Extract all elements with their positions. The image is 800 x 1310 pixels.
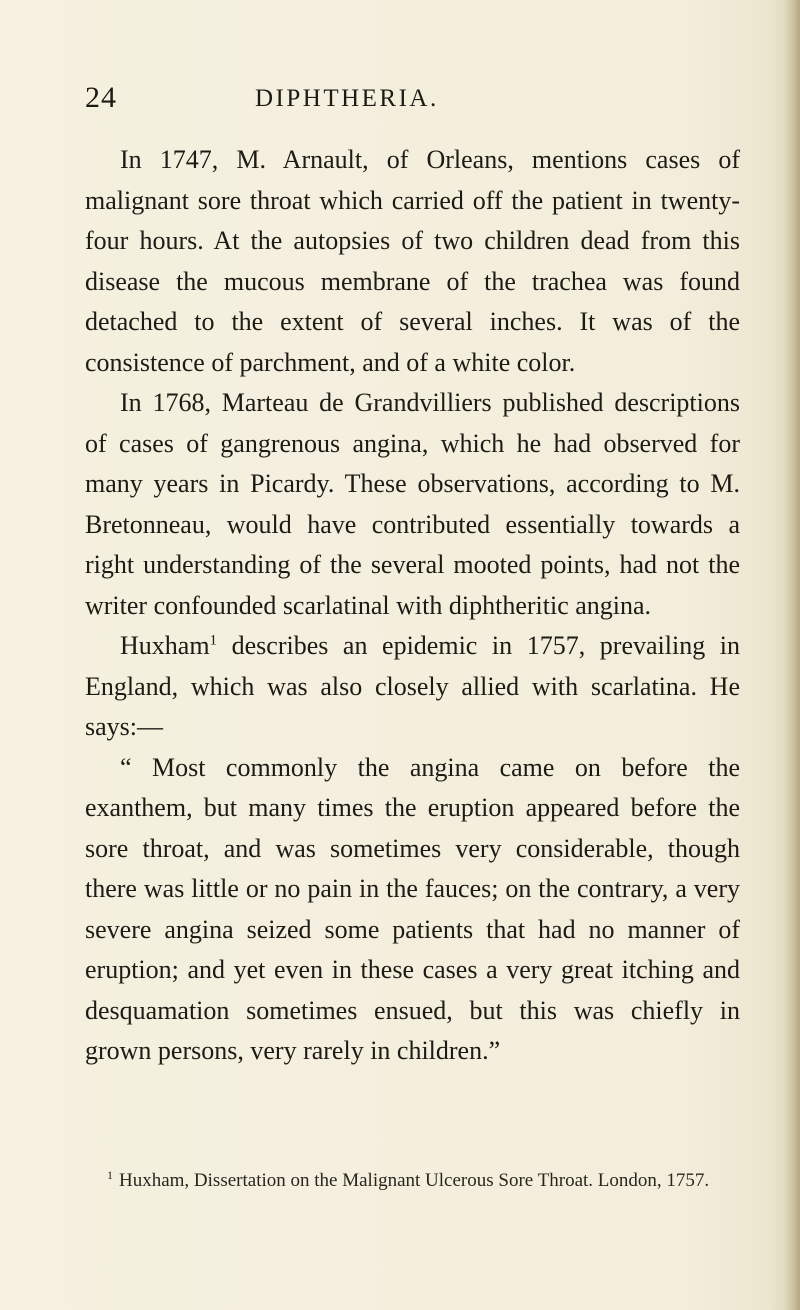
- quotation-text: “ Most commonly the angina came on before the exanthem, but many times the eruption appeared before the sore throat, and was sometimes very considerable, though there was little or no pain in the fauces; on the contrary, a very severe angina seized some patients that had no manner of eruption; and yet even in these cases a very great itching and desquamation sometimes ensued, but this was chiefly in grown persons, very rarely in children.”: [85, 752, 740, 1065]
- body-text: [85, 140, 740, 1072]
- footnote: [85, 1166, 740, 1195]
- author-name: Huxham: [120, 631, 210, 660]
- page-edge-shadow: [784, 0, 800, 1310]
- paragraph-marteau: [85, 383, 740, 626]
- paragraph-text: describes an epidemic in 1757, prevailing in England, which was also closely allied with scarlatina. He says:—: [85, 631, 740, 741]
- paragraph-huxham: [85, 626, 740, 748]
- paragraph-text: In 1747, M. Arnault, of Orleans, mentions cases of malignant sore throat which carried off the patient in twenty-four hours. At the autopsies of two children dead from this disease the mucous membrane of the trachea was found detached to the extent of several inches. It was of the consistence of parchment, and of a white color.: [85, 145, 740, 377]
- footnotes: [85, 1166, 740, 1195]
- footnote-text: Huxham, Dissertation on the Malignant Ulcerous Sore Throat. London, 1757.: [119, 1170, 710, 1191]
- paragraph-quotation: [85, 748, 740, 1072]
- page-number: 24: [85, 81, 117, 114]
- running-head: DIPHTHERIA.: [255, 85, 439, 112]
- footnote-reference: 1: [209, 632, 218, 649]
- paragraph-arnault: [85, 140, 740, 383]
- page-header: [85, 80, 730, 120]
- paragraph-text: In 1768, Marteau de Grandvilliers published descriptions of cases of gangrenous angina, which he had observed for many years in Picardy. These observations, according to M. Bretonneau, would have contributed essentially towards a right understanding of the several mooted points, had not the writer confounded scarlatinal with diphtheritic angina.: [85, 388, 740, 620]
- footnote-mark: 1: [107, 1167, 113, 1182]
